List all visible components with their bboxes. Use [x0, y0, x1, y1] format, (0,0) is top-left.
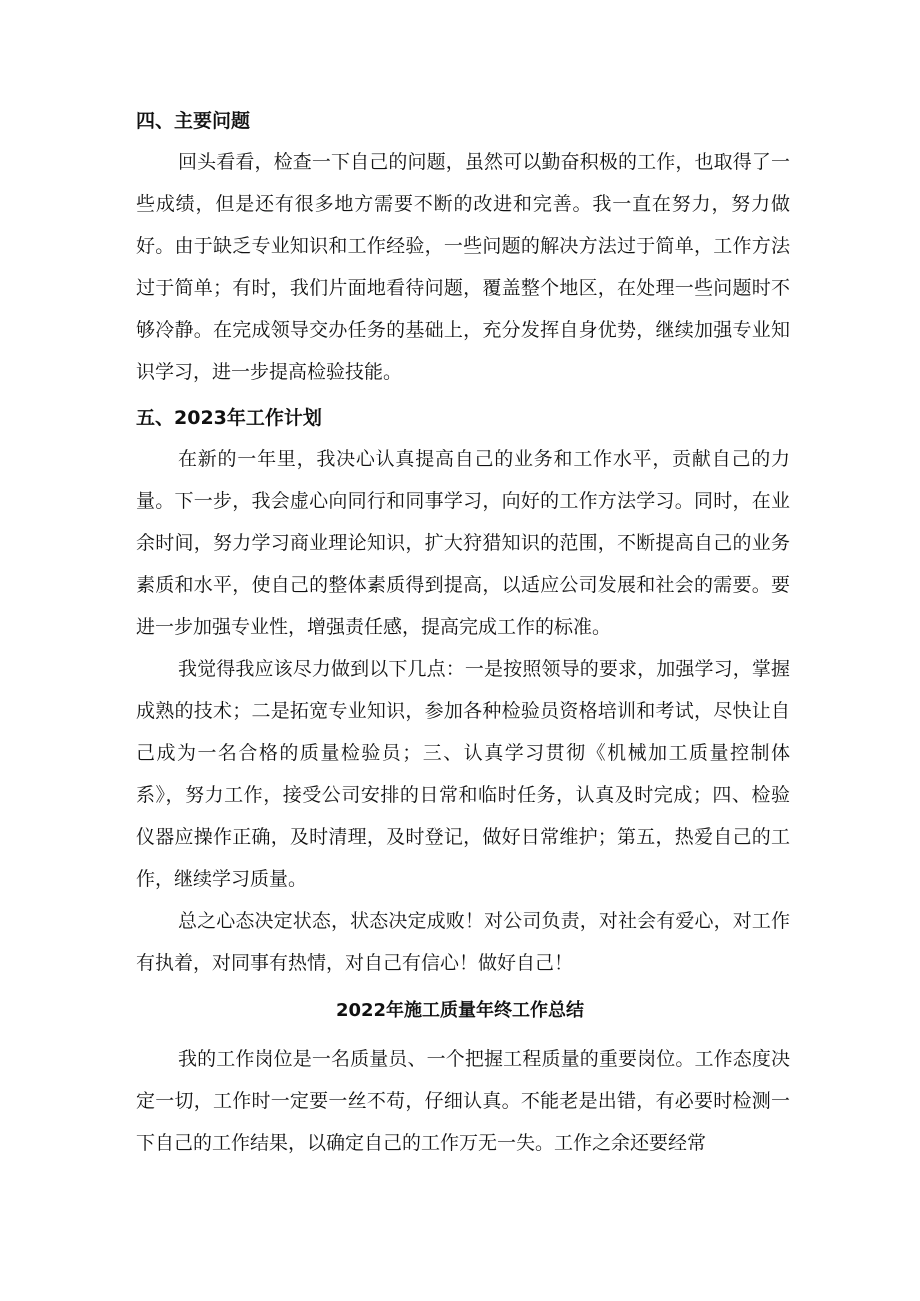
document-title: 2022年施工质量年终工作总结 [335, 1000, 585, 1021]
paragraph-work-plan-1: 在新的一年里，我决心认真提高自己的业务和工作水平，贡献自己的力量。下一步，我会虚心向同行和同事学习，向好的工作方法学习。同时，在业余时间，努力学习商业理论知识，扩大狩猎知识的范围，不断提高自己的业务素质和水平，使自己的整体素质得到提高，以适应公司发展和社会的需要。要进一步加强专业性，增强责任感，提高完成工作的标准。 [136, 448, 790, 638]
paragraph-work-plan-2: 我觉得我应该尽力做到以下几点：一是按照领导的要求，加强学习，掌握成熟的技术；二是拓宽专业知识，参加各种检验员资格培训和考试，尽快让自己成为一名合格的质量检验员；三、认真学习贯彻《机械加工质量控制体系》，努力工作，接受公司安排的日常和临时任务，认真及时完成；四、检验仪器应操作正确，及时清理，及时登记，做好日常维护；第五，热爱自己的工作，继续学习质量。 [136, 658, 790, 890]
paragraph-summary: 我的工作岗位是一名质量员、一个把握工程质量的重要岗位。工作态度决定一切，工作时一定要一丝不苟，仔细认真。不能老是出错，有必要时检测一下自己的工作结果，以确定自己的工作万无一失。工作之余还要经常 [136, 1048, 790, 1154]
paragraph-work-plan-3: 总之心态决定状态，状态决定成败！对公司负责，对社会有爱心，对工作有执着，对同事有热情，对自己有信心！做好自己！ [136, 910, 790, 974]
section-heading-main-problems: 四、主要问题 [136, 110, 251, 132]
section-heading-work-plan: 五、2023年工作计划 [136, 407, 322, 429]
paragraph-main-problems: 回头看看，检查一下自己的问题，虽然可以勤奋积极的工作，也取得了一些成绩，但是还有很多地方需要不断的改进和完善。我一直在努力，努力做好。由于缺乏专业知识和工作经验，一些问题的解决方法过于简单，工作方法过于简单；有时，我们片面地看待问题，覆盖整个地区，在处理一些问题时不够冷静。在完成领导交办任务的基础上，充分发挥自身优势，继续加强专业知识学习，进一步提高检验技能。 [136, 151, 790, 383]
